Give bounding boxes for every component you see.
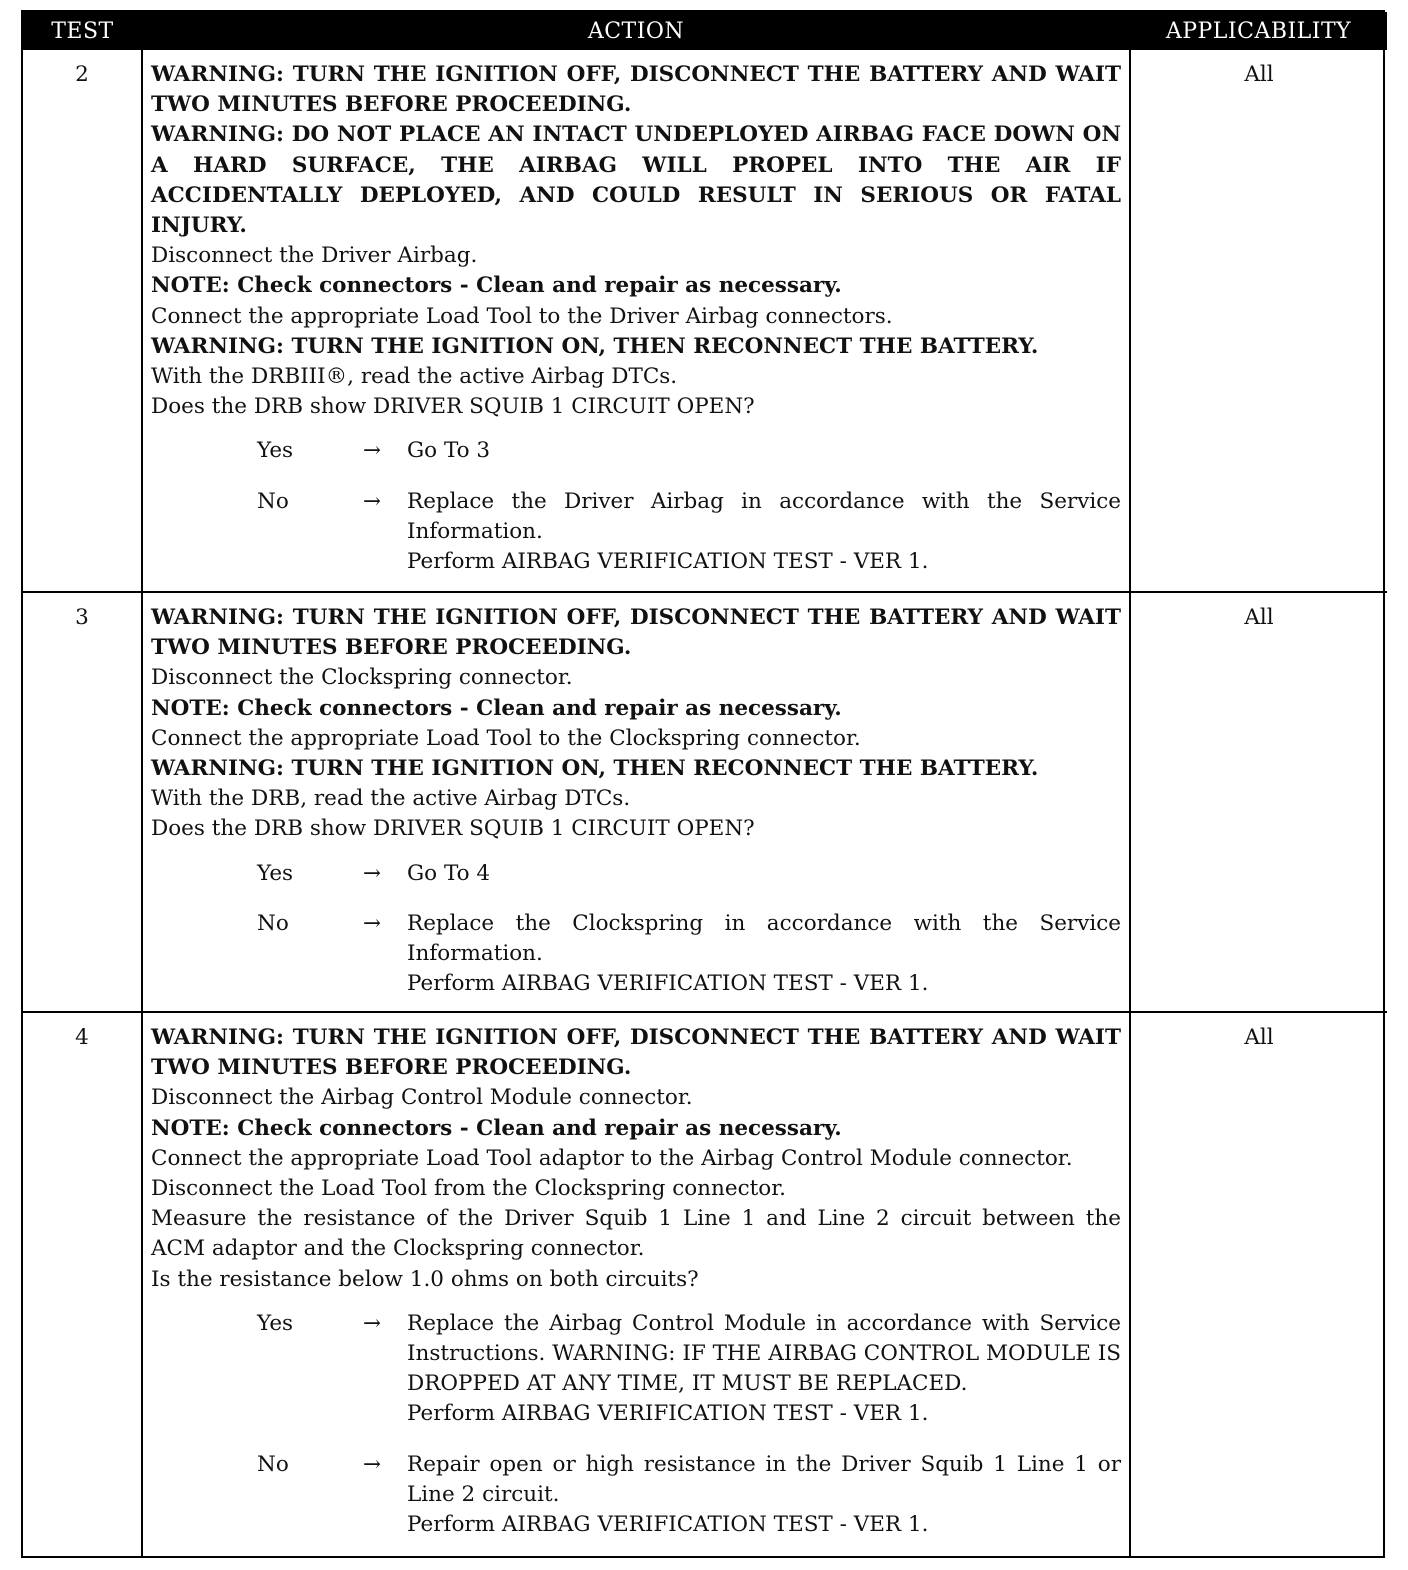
warning-text: WARNING: TURN THE IGNITION OFF, DISCONNECT THE BATTERY AND WAIT TWO MINUTES BEFORE PROCEEDING. [151, 605, 1121, 661]
diagnostic-test-table [21, 10, 1385, 1558]
warning-text: WARNING: TURN THE IGNITION OFF, DISCONNECT THE BATTERY AND WAIT TWO MINUTES BEFORE PROCEEDING. [151, 1025, 1121, 1081]
instruction-text: Connect the appropriate Load Tool to the Driver Airbag connectors. [151, 303, 893, 329]
arrow-icon: → [363, 438, 382, 464]
instruction-text: Disconnect the Driver Airbag. [151, 243, 478, 269]
applicability-value: All [1244, 62, 1274, 87]
answer-line: Repair open or high resistance in the Driver Squib 1 Line 1 or Line 2 circuit. [407, 1451, 1121, 1507]
answer-no [151, 909, 1121, 1000]
answer-line: Go To 4 [407, 860, 491, 886]
arrow-icon: → [363, 860, 382, 886]
instruction-text: Disconnect the Load Tool from the Clockspring connector. [151, 1176, 786, 1202]
header-row [23, 12, 1387, 50]
action-cell [142, 50, 1130, 592]
action-cell [142, 592, 1130, 1012]
instruction-text: Is the resistance below 1.0 ohms on both circuits? [151, 1266, 699, 1292]
answer-line: Go To 3 [407, 438, 491, 464]
test-table [23, 12, 1387, 1558]
applicability-value: All [1244, 605, 1274, 630]
answer-list [151, 436, 1121, 577]
instruction-text: Does the DRB show DRIVER SQUIB 1 CIRCUIT OPEN? [151, 816, 755, 842]
arrow-icon: → [363, 910, 382, 936]
answer-label: No [257, 1451, 289, 1477]
answer-body [407, 1450, 1121, 1541]
test-number: 3 [23, 592, 142, 1012]
warning-text: NOTE: Check connectors - Clean and repair as necessary. [151, 1115, 842, 1141]
answer-body [407, 859, 1121, 889]
answer-body [407, 1309, 1121, 1430]
warning-text: WARNING: TURN THE IGNITION ON, THEN RECONNECT THE BATTERY. [151, 756, 1039, 782]
answer-yes [151, 1309, 1121, 1430]
answer-body [407, 909, 1121, 1000]
answer-line: Replace the Clockspring in accordance with the Service Information. [407, 910, 1121, 967]
answer-line: Perform AIRBAG VERIFICATION TEST - VER 1. [407, 1401, 929, 1427]
answer-yes [151, 859, 1121, 889]
answer-body [407, 487, 1121, 578]
answer-no [151, 1450, 1121, 1541]
warning-text: NOTE: Check connectors - Clean and repair as necessary. [151, 273, 842, 299]
answer-label: No [257, 488, 289, 514]
answer-line: Perform AIRBAG VERIFICATION TEST - VER 1. [407, 549, 929, 575]
instruction-text: Connect the appropriate Load Tool to the Clockspring connector. [151, 725, 861, 751]
header-action: ACTION [142, 12, 1130, 50]
test-number: 4 [23, 1012, 142, 1558]
warning-text: NOTE: Check connectors - Clean and repair as necessary. [151, 695, 842, 721]
answer-yes [151, 436, 1121, 466]
arrow-icon: → [363, 1451, 382, 1477]
table-row [23, 592, 1387, 1012]
answer-list [151, 859, 1121, 1000]
answer-label: Yes [257, 1310, 294, 1336]
instruction-text: Disconnect the Airbag Control Module connector. [151, 1085, 693, 1111]
answer-label: No [257, 910, 289, 936]
warning-text: WARNING: TURN THE IGNITION ON, THEN RECONNECT THE BATTERY. [151, 333, 1039, 359]
arrow-icon: → [363, 1310, 382, 1336]
instruction-text: Disconnect the Clockspring connector. [151, 665, 573, 691]
instruction-text: Does the DRB show DRIVER SQUIB 1 CIRCUIT OPEN? [151, 394, 755, 420]
table-row [23, 50, 1387, 592]
answer-line: Perform AIRBAG VERIFICATION TEST - VER 1. [407, 971, 929, 997]
answer-line: Replace the Driver Airbag in accordance with the Service Information. [407, 488, 1121, 544]
answer-line: Replace the Airbag Control Module in accordance with Service Instructions. WARNING: IF THE AIRBAG CONTROL MODULE IS DROPPED AT ANY TIME, IT MUST BE REPLACED. [407, 1310, 1121, 1397]
answer-label: Yes [257, 438, 294, 464]
header-test: TEST [23, 12, 142, 50]
arrow-icon: → [363, 488, 382, 514]
action-cell [142, 1012, 1130, 1558]
answer-label: Yes [257, 860, 294, 886]
instruction-text: Connect the appropriate Load Tool adaptor to the Airbag Control Module connector. [151, 1145, 1073, 1171]
answer-body [407, 436, 1121, 466]
header-applicability: APPLICABILITY [1130, 12, 1387, 50]
table-row [23, 1012, 1387, 1558]
answer-no [151, 487, 1121, 578]
instruction-text: With the DRB, read the active Airbag DTCs. [151, 786, 631, 812]
applicability-value: All [1244, 1025, 1274, 1050]
instruction-text: With the DRBIII®, read the active Airbag DTCs. [151, 364, 678, 390]
instruction-text: Measure the resistance of the Driver Squib 1 Line 1 and Line 2 circuit between the ACM adaptor and the Clockspring connector. [151, 1206, 1121, 1262]
warning-text: WARNING: TURN THE IGNITION OFF, DISCONNECT THE BATTERY AND WAIT TWO MINUTES BEFORE PROCEEDING. [151, 62, 1121, 118]
warning-text: WARNING: DO NOT PLACE AN INTACT UNDEPLOYED AIRBAG FACE DOWN ON A HARD SURFACE, THE AIRBAG WILL PROPEL INTO THE AIR IF ACCIDENTALLY DEPLOYED, AND COULD RESULT IN SERIOUS OR FATAL INJURY. [151, 122, 1121, 239]
answer-list [151, 1309, 1121, 1540]
answer-line: Perform AIRBAG VERIFICATION TEST - VER 1. [407, 1512, 929, 1538]
test-number: 2 [23, 50, 142, 592]
